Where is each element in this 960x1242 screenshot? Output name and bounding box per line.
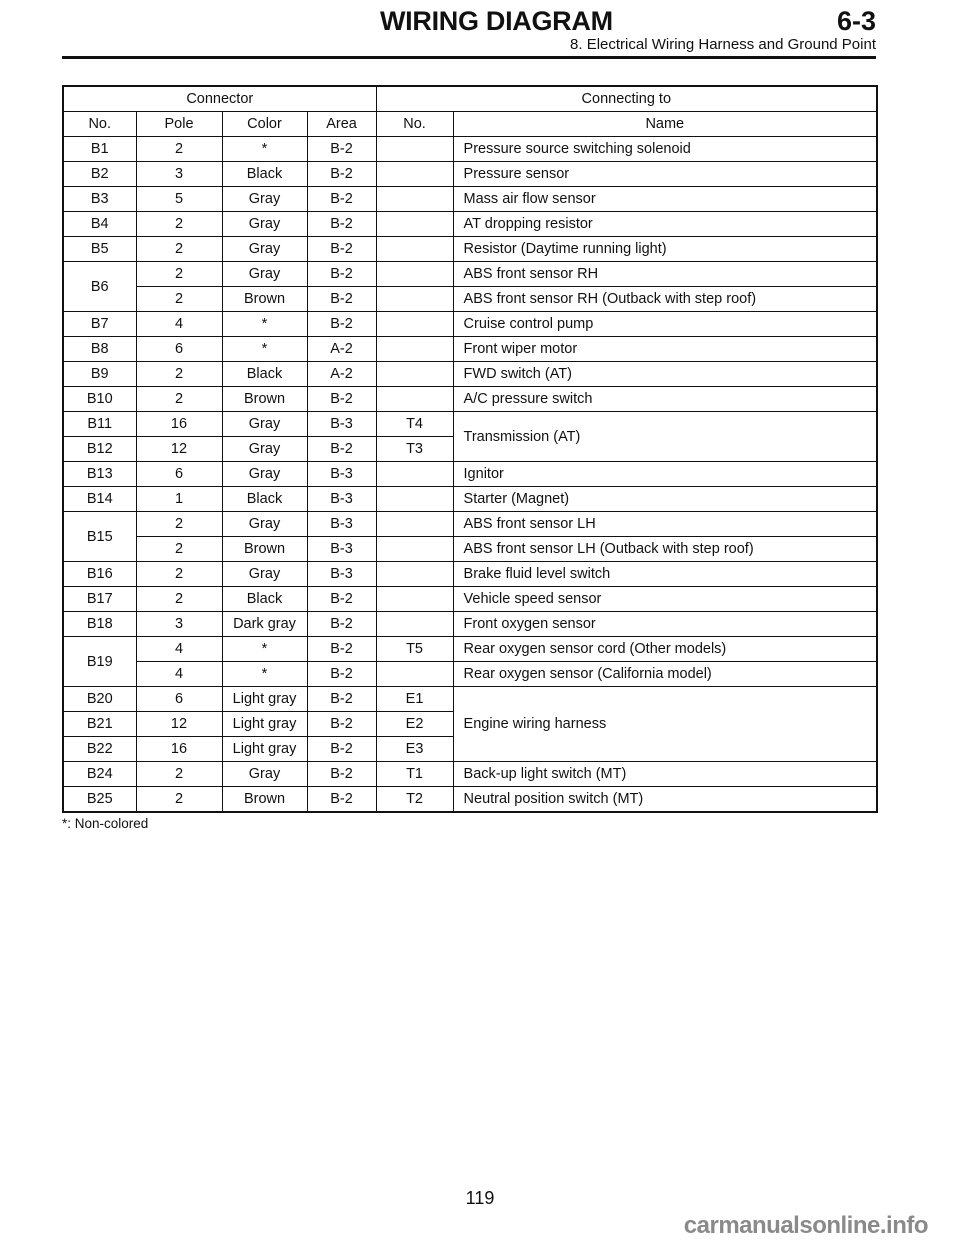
cell-color: * — [222, 662, 307, 687]
cell-connecting-no: T3 — [376, 437, 453, 462]
cell-name: Transmission (AT) — [453, 412, 877, 462]
cell-pole: 2 — [136, 237, 222, 262]
cell-color: Gray — [222, 512, 307, 537]
cell-area: B-2 — [307, 612, 376, 637]
cell-pole: 2 — [136, 262, 222, 287]
cell-pole: 6 — [136, 337, 222, 362]
cell-color: Black — [222, 487, 307, 512]
table-row — [63, 162, 877, 187]
cell-pole: 6 — [136, 687, 222, 712]
cell-pole: 2 — [136, 512, 222, 537]
table-row — [63, 287, 877, 312]
cell-connecting-no — [376, 337, 453, 362]
cell-pole: 12 — [136, 437, 222, 462]
cell-name: Pressure source switching solenoid — [453, 137, 877, 162]
cell-connecting-no — [376, 212, 453, 237]
cell-no: B7 — [63, 312, 136, 337]
cell-area: B-3 — [307, 512, 376, 537]
cell-connecting-no — [376, 312, 453, 337]
cell-color: Black — [222, 362, 307, 387]
table-row — [63, 562, 877, 587]
cell-no: B20 — [63, 687, 136, 712]
cell-name: Resistor (Daytime running light) — [453, 237, 877, 262]
cell-color: Gray — [222, 212, 307, 237]
page-title: WIRING DIAGRAM — [380, 6, 613, 36]
cell-color: Gray — [222, 237, 307, 262]
connector-table — [62, 85, 878, 813]
cell-connecting-no — [376, 587, 453, 612]
cell-pole: 2 — [136, 287, 222, 312]
cell-pole: 2 — [136, 362, 222, 387]
cell-area: B-2 — [307, 262, 376, 287]
cell-no: B18 — [63, 612, 136, 637]
section-subtitle: 8. Electrical Wiring Harness and Ground Point — [570, 36, 876, 53]
cell-color: Brown — [222, 287, 307, 312]
cell-area: B-3 — [307, 412, 376, 437]
cell-color: * — [222, 337, 307, 362]
cell-connecting-no — [376, 512, 453, 537]
table-row — [63, 387, 877, 412]
cell-no: B13 — [63, 462, 136, 487]
cell-connecting-no — [376, 162, 453, 187]
cell-no: B17 — [63, 587, 136, 612]
table-group-header — [63, 86, 877, 112]
cell-connecting-no — [376, 137, 453, 162]
table-row — [63, 637, 877, 662]
cell-name: Mass air flow sensor — [453, 187, 877, 212]
table-row — [63, 362, 877, 387]
cell-name: Neutral position switch (MT) — [453, 787, 877, 813]
cell-pole: 2 — [136, 537, 222, 562]
cell-name: Rear oxygen sensor cord (Other models) — [453, 637, 877, 662]
cell-connecting-no — [376, 612, 453, 637]
cell-area: B-2 — [307, 662, 376, 687]
cell-name: ABS front sensor RH — [453, 262, 877, 287]
cell-connecting-no — [376, 462, 453, 487]
cell-pole: 4 — [136, 312, 222, 337]
cell-name: Cruise control pump — [453, 312, 877, 337]
cell-area: B-2 — [307, 212, 376, 237]
group-header-connector: Connector — [63, 86, 376, 112]
cell-pole: 16 — [136, 412, 222, 437]
footnote: *: Non-colored — [62, 816, 149, 831]
cell-color: Gray — [222, 762, 307, 787]
cell-color: * — [222, 137, 307, 162]
cell-name: Ignitor — [453, 462, 877, 487]
cell-connecting-no — [376, 487, 453, 512]
page-number: 119 — [465, 1188, 495, 1208]
cell-color: Black — [222, 587, 307, 612]
cell-connecting-no: T1 — [376, 762, 453, 787]
cell-color: Gray — [222, 262, 307, 287]
cell-area: B-2 — [307, 387, 376, 412]
cell-pole: 5 — [136, 187, 222, 212]
cell-name: Rear oxygen sensor (California model) — [453, 662, 877, 687]
table-row — [63, 512, 877, 537]
cell-no: B22 — [63, 737, 136, 762]
cell-pole: 16 — [136, 737, 222, 762]
cell-area: B-2 — [307, 137, 376, 162]
cell-area: B-2 — [307, 787, 376, 813]
col-header-connecting-no: No. — [376, 112, 453, 137]
cell-pole: 2 — [136, 137, 222, 162]
table-row — [63, 237, 877, 262]
cell-no: B11 — [63, 412, 136, 437]
cell-name: Vehicle speed sensor — [453, 587, 877, 612]
cell-name: Front wiper motor — [453, 337, 877, 362]
watermark-text: carmanualsonline.info — [683, 1212, 928, 1239]
section-number: 6-3 — [836, 6, 876, 36]
cell-area: B-2 — [307, 712, 376, 737]
header-divider — [62, 56, 876, 59]
cell-connecting-no: E2 — [376, 712, 453, 737]
col-header-area: Area — [307, 112, 376, 137]
cell-connecting-no: T4 — [376, 412, 453, 437]
cell-no: B19 — [63, 637, 136, 687]
col-header-color: Color — [222, 112, 307, 137]
table-row — [63, 312, 877, 337]
cell-name: Front oxygen sensor — [453, 612, 877, 637]
table-row — [63, 787, 877, 813]
table-row — [63, 412, 877, 437]
cell-name: ABS front sensor LH — [453, 512, 877, 537]
cell-no: B5 — [63, 237, 136, 262]
cell-color: Brown — [222, 787, 307, 813]
table-row — [63, 587, 877, 612]
cell-pole: 3 — [136, 162, 222, 187]
cell-area: B-2 — [307, 737, 376, 762]
cell-connecting-no: T2 — [376, 787, 453, 813]
cell-name: Starter (Magnet) — [453, 487, 877, 512]
cell-pole: 2 — [136, 387, 222, 412]
cell-connecting-no — [376, 662, 453, 687]
table-row — [63, 212, 877, 237]
table-row — [63, 687, 877, 712]
cell-color: Light gray — [222, 712, 307, 737]
cell-connecting-no: E1 — [376, 687, 453, 712]
cell-connecting-no — [376, 537, 453, 562]
cell-no: B21 — [63, 712, 136, 737]
cell-name: FWD switch (AT) — [453, 362, 877, 387]
cell-area: A-2 — [307, 362, 376, 387]
cell-no: B6 — [63, 262, 136, 312]
cell-area: B-2 — [307, 312, 376, 337]
col-header-pole: Pole — [136, 112, 222, 137]
cell-no: B1 — [63, 137, 136, 162]
cell-pole: 2 — [136, 562, 222, 587]
cell-no: B15 — [63, 512, 136, 562]
cell-name: ABS front sensor RH (Outback with step roof) — [453, 287, 877, 312]
cell-pole: 2 — [136, 762, 222, 787]
group-header-connecting-to: Connecting to — [376, 86, 877, 112]
cell-pole: 4 — [136, 662, 222, 687]
cell-area: A-2 — [307, 337, 376, 362]
table-row — [63, 537, 877, 562]
cell-pole: 2 — [136, 787, 222, 813]
cell-area: B-2 — [307, 162, 376, 187]
col-header-name: Name — [453, 112, 877, 137]
cell-pole: 6 — [136, 462, 222, 487]
cell-pole: 4 — [136, 637, 222, 662]
table-row — [63, 762, 877, 787]
cell-no: B9 — [63, 362, 136, 387]
cell-no: B24 — [63, 762, 136, 787]
cell-connecting-no — [376, 362, 453, 387]
cell-color: * — [222, 312, 307, 337]
cell-no: B4 — [63, 212, 136, 237]
table-row — [63, 137, 877, 162]
table-row — [63, 337, 877, 362]
cell-color: Gray — [222, 187, 307, 212]
cell-color: Light gray — [222, 737, 307, 762]
cell-no: B25 — [63, 787, 136, 813]
cell-color: Gray — [222, 462, 307, 487]
cell-connecting-no: E3 — [376, 737, 453, 762]
cell-name: Pressure sensor — [453, 162, 877, 187]
cell-no: B10 — [63, 387, 136, 412]
cell-color: Gray — [222, 562, 307, 587]
cell-area: B-3 — [307, 537, 376, 562]
cell-connecting-no — [376, 387, 453, 412]
cell-no: B14 — [63, 487, 136, 512]
cell-area: B-2 — [307, 637, 376, 662]
cell-area: B-2 — [307, 187, 376, 212]
cell-no: B2 — [63, 162, 136, 187]
cell-area: B-2 — [307, 587, 376, 612]
cell-connecting-no — [376, 562, 453, 587]
cell-connecting-no: T5 — [376, 637, 453, 662]
cell-color: Dark gray — [222, 612, 307, 637]
cell-no: B16 — [63, 562, 136, 587]
table-row — [63, 262, 877, 287]
cell-color: * — [222, 637, 307, 662]
cell-area: B-3 — [307, 562, 376, 587]
cell-color: Brown — [222, 387, 307, 412]
cell-pole: 12 — [136, 712, 222, 737]
cell-connecting-no — [376, 287, 453, 312]
cell-pole: 2 — [136, 587, 222, 612]
table-row — [63, 487, 877, 512]
cell-area: B-2 — [307, 237, 376, 262]
cell-area: B-3 — [307, 462, 376, 487]
table-row — [63, 662, 877, 687]
cell-name: Engine wiring harness — [453, 687, 877, 762]
cell-no: B8 — [63, 337, 136, 362]
table-column-header — [63, 112, 877, 137]
cell-connecting-no — [376, 187, 453, 212]
table-row — [63, 462, 877, 487]
cell-area: B-2 — [307, 762, 376, 787]
cell-pole: 1 — [136, 487, 222, 512]
cell-color: Gray — [222, 437, 307, 462]
cell-no: B3 — [63, 187, 136, 212]
cell-pole: 3 — [136, 612, 222, 637]
col-header-no: No. — [63, 112, 136, 137]
cell-connecting-no — [376, 237, 453, 262]
cell-color: Black — [222, 162, 307, 187]
cell-name: A/C pressure switch — [453, 387, 877, 412]
cell-name: Brake fluid level switch — [453, 562, 877, 587]
cell-area: B-3 — [307, 487, 376, 512]
cell-name: AT dropping resistor — [453, 212, 877, 237]
cell-area: B-2 — [307, 437, 376, 462]
cell-name: Back-up light switch (MT) — [453, 762, 877, 787]
cell-connecting-no — [376, 262, 453, 287]
cell-pole: 2 — [136, 212, 222, 237]
cell-area: B-2 — [307, 687, 376, 712]
table-row — [63, 612, 877, 637]
cell-area: B-2 — [307, 287, 376, 312]
table-row — [63, 187, 877, 212]
cell-name: ABS front sensor LH (Outback with step roof) — [453, 537, 877, 562]
cell-color: Light gray — [222, 687, 307, 712]
cell-no: B12 — [63, 437, 136, 462]
cell-color: Gray — [222, 412, 307, 437]
cell-color: Brown — [222, 537, 307, 562]
page-header — [62, 4, 876, 60]
